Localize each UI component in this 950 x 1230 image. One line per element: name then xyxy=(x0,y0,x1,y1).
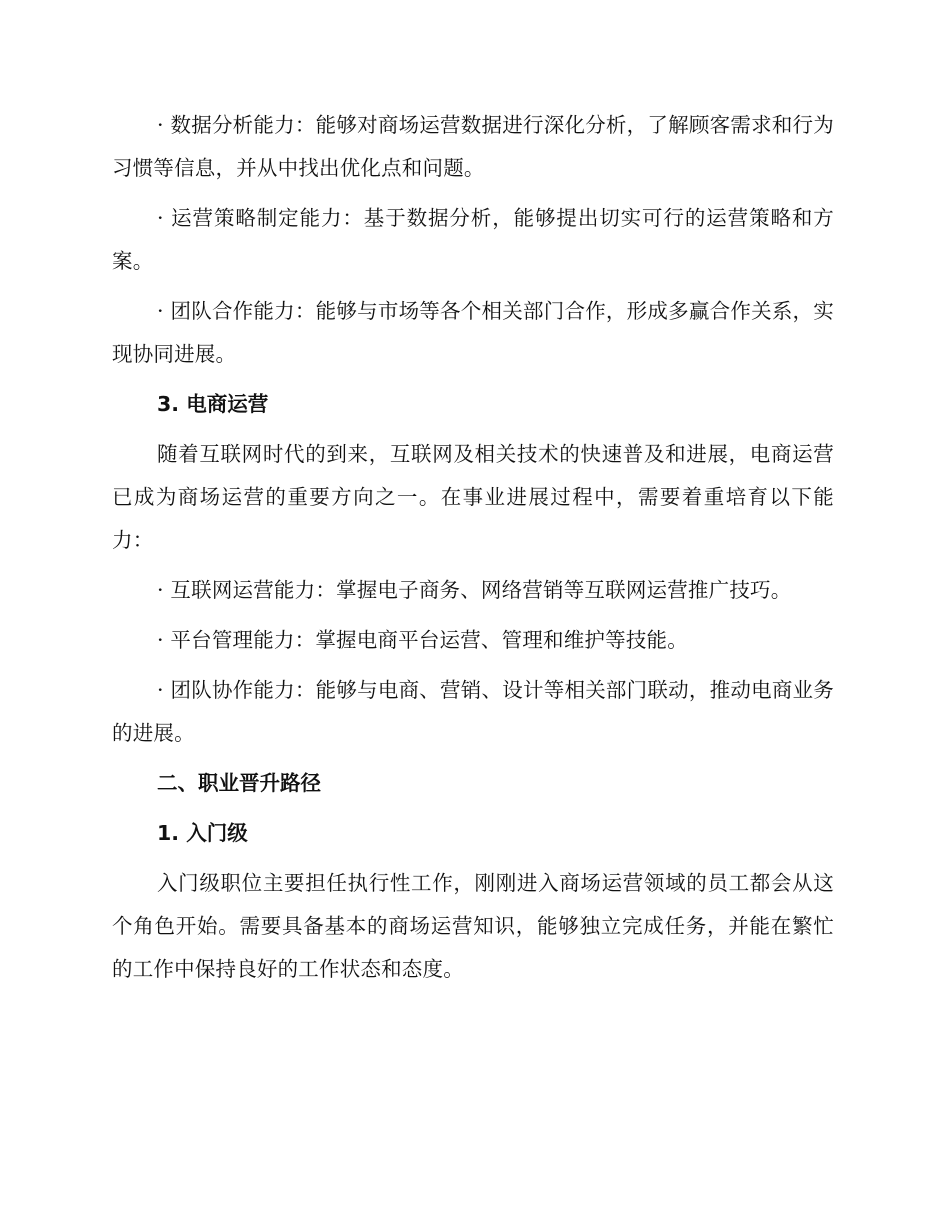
subsection-heading-entry-level: 1. 入门级 xyxy=(157,821,248,845)
bullet-teamwork: · 团队合作能力：能够与市场等各个相关部门合作，形成多赢合作关系，实现协同进展。 xyxy=(112,299,834,366)
bullet-strategy: · 运营策略制定能力：基于数据分析，能够提出切实可行的运营策略和方案。 xyxy=(112,206,834,273)
section-heading-ecommerce: 3. 电商运营 xyxy=(157,392,269,416)
bullet-data-analysis: · 数据分析能力：能够对商场运营数据进行深化分析，了解顾客需求和行为习惯等信息，并从中找出优化点和问题。 xyxy=(112,113,834,180)
bullet-platform-mgmt: · 平台管理能力：掌握电商平台运营、管理和维护等技能。 xyxy=(157,628,688,652)
section-heading-career-path: 二、职业晋升路径 xyxy=(157,771,321,795)
entry-level-paragraph: 入门级职位主要担任执行性工作，刚刚进入商场运营领域的员工都会从这个角色开始。需要具备基本的商场运营知识，能够独立完成任务，并能在繁忙的工作中保持良好的工作状态和态度。 xyxy=(112,871,834,981)
ecommerce-intro-paragraph: 随着互联网时代的到来，互联网及相关技术的快速普及和进展，电商运营已成为商场运营的重要方向之一。在事业进展过程中，需要着重培育以下能力： xyxy=(112,442,834,552)
bullet-internet-ops: · 互联网运营能力：掌握电子商务、网络营销等互联网运营推广技巧。 xyxy=(157,578,792,602)
document-page xyxy=(112,104,834,998)
bullet-team-collab: · 团队协作能力：能够与电商、营销、设计等相关部门联动，推动电商业务的进展。 xyxy=(112,678,834,745)
